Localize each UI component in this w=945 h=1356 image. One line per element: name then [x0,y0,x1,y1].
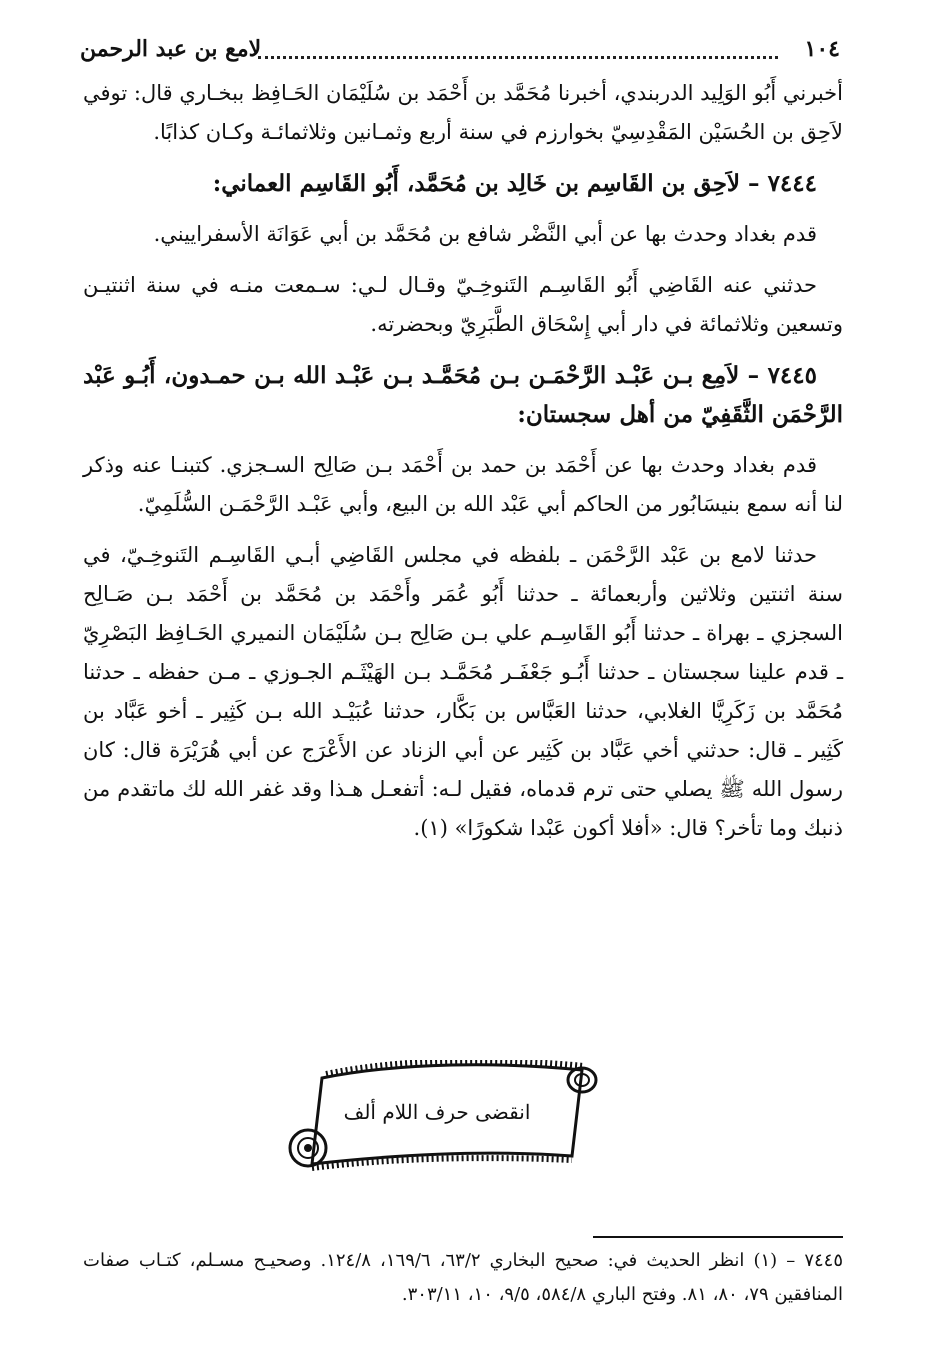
footnote-item: ٧٤٤٥ – (١) انظر الحديث في: صحيح البخاري ٦٣/٢، ١٦٩/٦، ١٢٤/٨. وصحيـح مسـلم، كتـاب صفات المنافقين ٧٩، ٨٠، ٨١. وفتح الباري ٥٨٤/٨، ٩/٥، ١٠، ٣٠٣/١١. [83,1250,843,1305]
paragraph-3: حدثني عنه القَاضِي أَبُو القَاسِـم التَنوخِـيّ وقـال لـي: سـمعت منـه في سنة اثنتيـن وتسعين وثلاثمائة في دار أبي إِسْحَاق الطَّبَرِيّ وبحضرته. [83,273,843,336]
footnotes [83,1244,843,1312]
header-dot-leader [258,36,778,59]
scroll-banner [282,1060,602,1172]
page-header [80,30,840,70]
paragraph-6: حدثنا لامع بن عَبْد الرَّحْمَن ـ بلفظه في مجلس القَاضِي أبـي القَاسِـم التَنوخِـيّ، في سنة اثنتين وثلاثين وأربعمائة ـ حدثنا أَبُو عُمَر وأَحْمَد بن مُحَمَّد بن أَحْمَد بـن صَـالِح السجزي ـ بهراة ـ حدثنا أَبُو القَاسِـم علي بـن صَالِح بـن سُلَيْمَان النميري الحَـافِظ البَصْرِيّ ـ قدم علينا سجستان ـ حدثنا أَبُـو جَعْفَـر مُحَمَّـد بـن الهَيْثَـم الجـوزي ـ مـن حفظه ـ حدثنا مُحَمَّد بن زَكَرِيَّا الغلابي، حدثنا العَبَّاس بن بَكَّار، حدثنا عُبَيْـد الله بـن كَثِير ـ أخو عَبَّاد بن كَثِير ـ قال: حدثني أخي عَبَّاد بن كَثِير عن أبي الزناد عن الأَعْرَج عن أبي هُرَيْرَة قال: كان رسول الله ﷺ يصلي حتى ترم قدماه، فقيل لـه: أتفعـل هـذا وقد غفر الله لك ماتقدم من ذنبك وما تأخر؟ قال: «أفلا أكون عَبْدا شكورًا» (١). [83,543,843,840]
entry-heading-7444: ٧٤٤٤ – لاَحِق بن القَاسِم بن خَالِد بن مُحَمَّد، أَبُو القَاسِم العماني: [212,170,817,197]
paragraph-2: قدم بغداد وحدث بها عن أبي النَّضْر شافع بن مُحَمَّد بن أبي عَوَانَة الأسفراييني. [153,222,817,246]
running-title: لامع بن عبد الرحمن [80,36,262,62]
page-number: ١٠٤ [804,36,840,62]
footnote-separator [593,1236,843,1238]
paragraph-0: أخبرني أَبُو الوَلِيد الدربندي، أخبرنا مُحَمَّد بن أَحْمَد بن سُلَيْمَان الحَـافِظ ببخـاري قال: توفي لاَحِق بن الحُسَيْن المَقْدِسِيّ بخوارزم في سنة أربع وثمـانين وثلاثمائـة وكـان كذابًا. [83,81,843,144]
main-text [83,74,843,860]
paragraph-5: قدم بغداد وحدث بها عن أَحْمَد بن حمد بن أَحْمَد بـن صَالِح السـجزي. كتبنـا عنه وذكر لنا أنه سمع بنيسَابُور من الحاكم أبي عَبْد الله بن البيع، وأبي عَبْـد الرَّحْمَـن السُّلَمِيّ. [83,453,843,516]
entry-heading-7445: ٧٤٤٥ – لاَمِع بـن عَبْـد الرَّحْمَـن بـن مُحَمَّـد بـن عَبْـد الله بـن حمـدون، أَبُـو عَبْد الرَّحْمَن الثَّقَفِيّ من أهل سجستان: [83,362,843,428]
scroll-banner-text: انقضى حرف اللام ألف [343,1100,531,1124]
